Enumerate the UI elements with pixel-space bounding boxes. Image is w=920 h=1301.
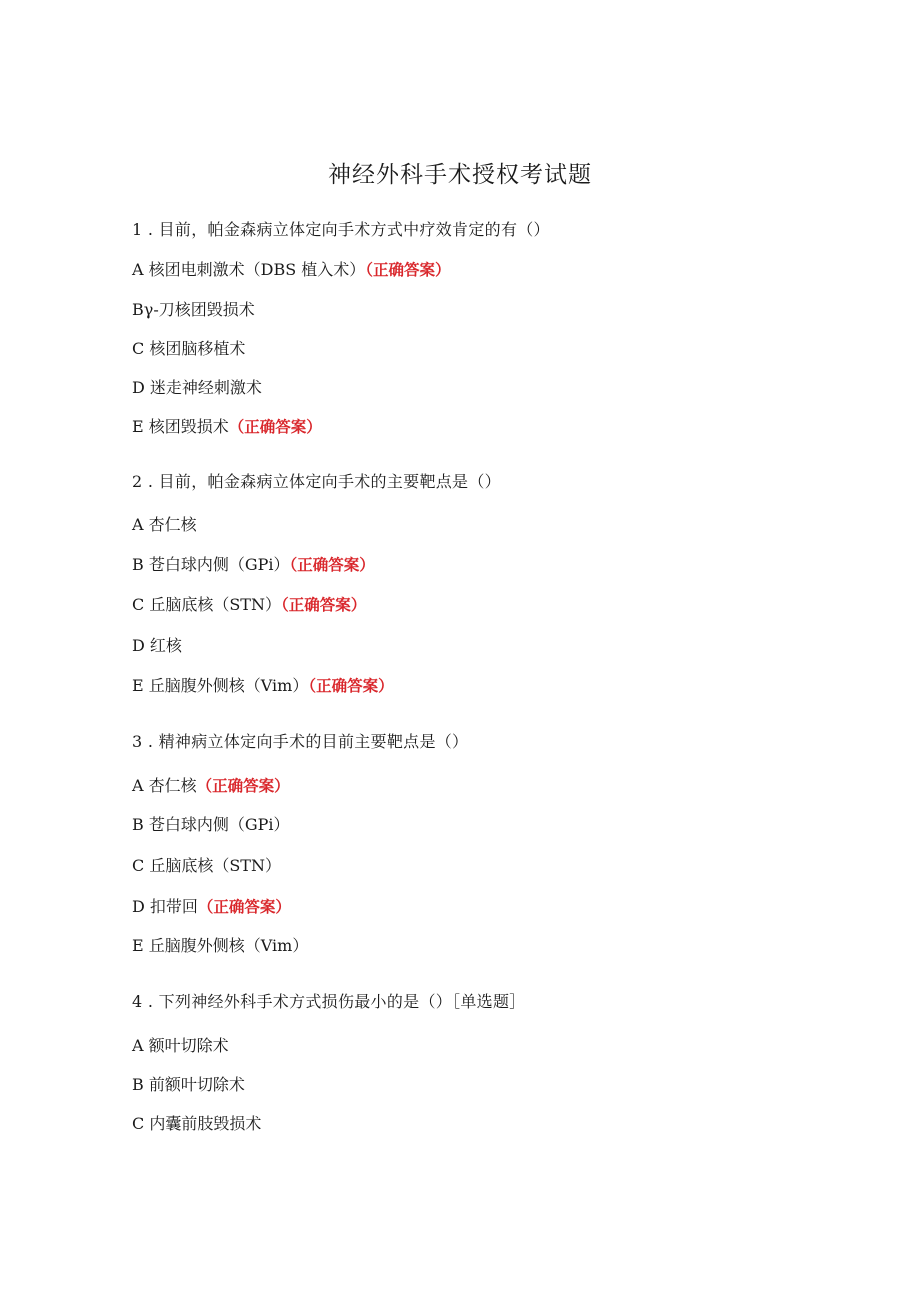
option-text: B 苍白球内侧（GPi） bbox=[132, 555, 290, 574]
option-text: E 核团毁损术 bbox=[132, 417, 229, 436]
correct-answer-mark: （正确答案） bbox=[196, 777, 290, 795]
question-2-option-d bbox=[132, 636, 182, 656]
question-3-option-e bbox=[132, 936, 308, 956]
correct-answer-mark: （正确答案） bbox=[280, 596, 367, 614]
option-text: C 核团脑移植术 bbox=[132, 339, 246, 358]
question-1-option-b bbox=[132, 300, 255, 320]
option-text: Bγ-刀核团毁损术 bbox=[132, 300, 255, 319]
question-4-stem: 4 . 下列神经外科手术方式损伤最小的是（）［单选题］ bbox=[132, 992, 526, 1011]
question-4-option-b bbox=[132, 1075, 245, 1095]
question-1-option-a bbox=[132, 260, 451, 280]
question-1-stem: 1 . 目前，帕金森病立体定向手术方式中疗效肯定的有（） bbox=[132, 220, 550, 239]
option-text: B 苍白球内侧（GPi） bbox=[132, 815, 290, 834]
page-title: 神经外科手术授权考试题 bbox=[328, 162, 592, 188]
question-3-option-d bbox=[132, 897, 291, 917]
question-3-option-c bbox=[132, 856, 281, 876]
option-text: C 丘脑底核（STN） bbox=[132, 856, 281, 875]
question-2-option-c bbox=[132, 595, 366, 615]
option-text: E 丘脑腹外侧核（Vim） bbox=[132, 676, 309, 695]
correct-answer-mark: （正确答案） bbox=[365, 261, 451, 279]
option-text: C 内囊前肢毁损术 bbox=[132, 1114, 262, 1133]
question-3-option-a bbox=[132, 776, 290, 796]
option-text: D 迷走神经刺激术 bbox=[132, 378, 262, 397]
question-3-option-b bbox=[132, 815, 290, 835]
question-2-option-e bbox=[132, 676, 394, 696]
option-text: B 前额叶切除术 bbox=[132, 1075, 245, 1094]
question-4-option-a bbox=[132, 1036, 229, 1056]
question-4-option-c bbox=[132, 1114, 261, 1134]
option-text: D 红核 bbox=[132, 636, 182, 655]
correct-answer-mark: （正确答案） bbox=[308, 677, 394, 695]
question-3-stem: 3 . 精神病立体定向手术的目前主要靶点是（） bbox=[132, 732, 469, 751]
correct-answer-mark: （正确答案） bbox=[289, 556, 375, 574]
option-text: C 丘脑底核（STN） bbox=[132, 595, 281, 614]
correct-answer-mark: （正确答案） bbox=[197, 898, 291, 916]
question-2-option-b bbox=[132, 555, 375, 575]
question-2-option-a bbox=[132, 515, 197, 535]
question-1-option-e bbox=[132, 417, 322, 437]
question-2-stem: 2 . 目前，帕金森病立体定向手术的主要靶点是（） bbox=[132, 472, 501, 491]
option-text: D 扣带回 bbox=[132, 897, 198, 916]
option-text: E 丘脑腹外侧核（Vim） bbox=[132, 936, 309, 955]
option-text: A 核团电刺激术（DBS 植入术） bbox=[132, 260, 366, 279]
option-text: A 杏仁核 bbox=[132, 515, 197, 534]
question-1-option-c bbox=[132, 339, 245, 359]
option-text: A 杏仁核 bbox=[132, 776, 197, 795]
question-1-option-d bbox=[132, 378, 262, 398]
correct-answer-mark: （正确答案） bbox=[228, 418, 322, 436]
option-text: A 额叶切除术 bbox=[132, 1036, 229, 1055]
